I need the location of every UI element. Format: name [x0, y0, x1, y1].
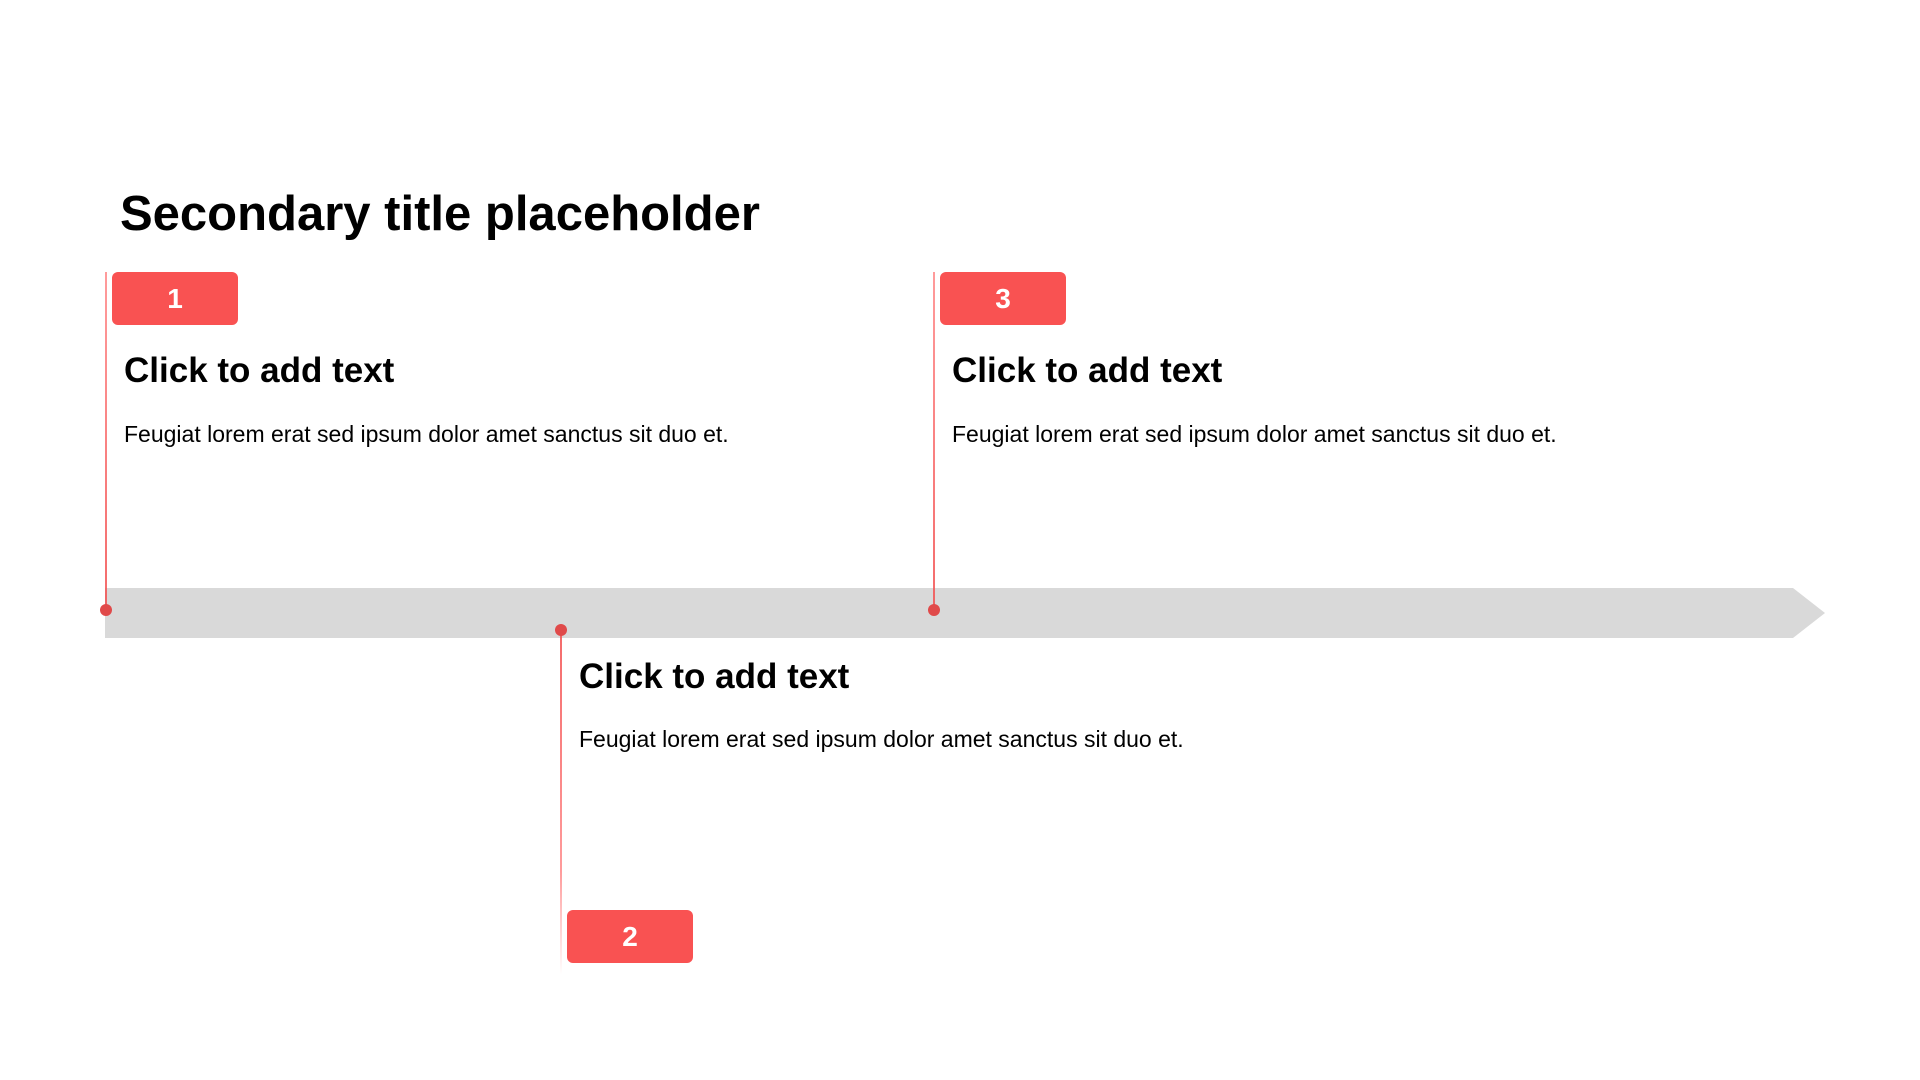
milestone-3-heading[interactable]: Click to add text [952, 351, 1223, 390]
slide-title[interactable]: Secondary title placeholder [120, 187, 760, 241]
milestone-1-badge[interactable]: 1 [112, 272, 238, 325]
timeline-arrow [105, 588, 1825, 638]
milestone-3-connector [933, 272, 935, 609]
milestone-2-dot [555, 624, 567, 636]
milestone-1-body[interactable]: Feugiat lorem erat sed ipsum dolor amet sanctus sit duo et. [124, 421, 729, 447]
milestone-2-heading[interactable]: Click to add text [579, 657, 850, 696]
milestone-3-badge[interactable]: 3 [940, 272, 1066, 325]
milestone-3-body[interactable]: Feugiat lorem erat sed ipsum dolor amet sanctus sit duo et. [952, 421, 1557, 447]
milestone-1-dot [100, 604, 112, 616]
milestone-2-body[interactable]: Feugiat lorem erat sed ipsum dolor amet sanctus sit duo et. [579, 726, 1184, 752]
milestone-3-dot [928, 604, 940, 616]
milestone-1-heading[interactable]: Click to add text [124, 351, 395, 390]
timeline-arrow-shape [105, 588, 1825, 638]
milestone-2-badge[interactable]: 2 [567, 910, 693, 963]
milestone-2-connector [560, 630, 562, 975]
milestone-1-connector [105, 272, 107, 609]
